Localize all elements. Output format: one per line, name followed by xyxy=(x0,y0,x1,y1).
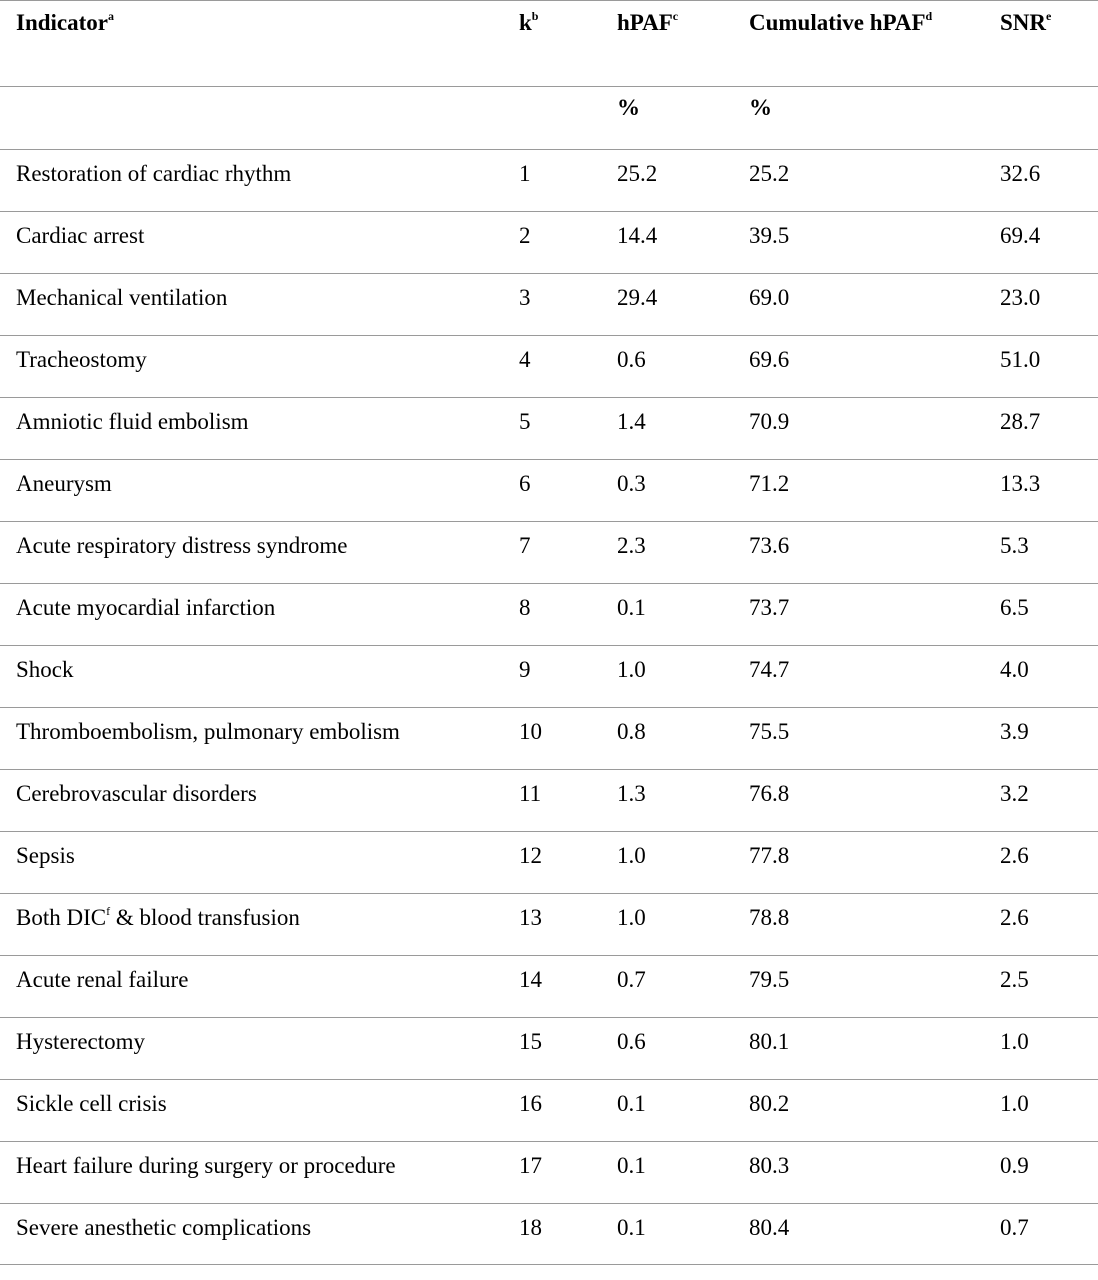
table-row xyxy=(0,273,1098,335)
table-row xyxy=(0,459,1098,521)
table-row xyxy=(0,955,1098,1017)
table-row xyxy=(0,211,1098,273)
table-row xyxy=(0,1203,1098,1265)
cell-k: 18 xyxy=(519,1215,542,1240)
cell-indicator: Shock xyxy=(16,657,74,682)
cell-k: 16 xyxy=(519,1091,542,1116)
cell-hpaf: 1.4 xyxy=(617,409,646,434)
cell-k: 2 xyxy=(519,223,531,248)
cell-hpaf: 29.4 xyxy=(617,285,658,310)
cell-snr: 6.5 xyxy=(1000,595,1029,620)
cell-cumulative-hpaf: 80.1 xyxy=(749,1029,790,1054)
cell-cumulative-hpaf: 79.5 xyxy=(749,967,790,992)
table-row xyxy=(0,1017,1098,1079)
cell-snr: 2.5 xyxy=(1000,967,1029,992)
cell-indicator: Amniotic fluid embolism xyxy=(16,409,249,434)
cell-k: 14 xyxy=(519,967,542,992)
table-row xyxy=(0,583,1098,645)
cell-indicator: Mechanical ventilation xyxy=(16,285,228,310)
cell-snr: 5.3 xyxy=(1000,533,1029,558)
cell-cumulative-hpaf: 77.8 xyxy=(749,843,790,868)
cell-indicator: Acute respiratory distress syndrome xyxy=(16,533,348,558)
cell-snr: 13.3 xyxy=(1000,471,1041,496)
cell-k: 6 xyxy=(519,471,531,496)
table-row xyxy=(0,397,1098,459)
cell-hpaf: 0.8 xyxy=(617,719,646,744)
cell-hpaf: 0.6 xyxy=(617,1029,646,1054)
table-row xyxy=(0,335,1098,397)
cell-hpaf: 0.6 xyxy=(617,347,646,372)
header-k: $k^b$ xyxy=(519,9,539,35)
cell-cumulative-hpaf: 73.7 xyxy=(749,595,790,620)
cell-hpaf: 0.7 xyxy=(617,967,646,992)
cell-snr: 2.6 xyxy=(1000,843,1029,868)
cell-hpaf: 0.1 xyxy=(617,1091,646,1116)
cell-snr: 3.2 xyxy=(1000,781,1029,806)
table-row xyxy=(0,1141,1098,1203)
cell-cumulative-hpaf: 76.8 xyxy=(749,781,790,806)
cell-hpaf: 2.3 xyxy=(617,533,646,558)
table-row xyxy=(0,149,1098,211)
table-row xyxy=(0,645,1098,707)
cell-hpaf: 0.1 xyxy=(617,595,646,620)
cell-cumulative-hpaf: 78.8 xyxy=(749,905,790,930)
cell-snr: 23.0 xyxy=(1000,285,1041,310)
cell-cumulative-hpaf: 39.5 xyxy=(749,223,790,248)
cell-hpaf: 0.1 xyxy=(617,1215,646,1240)
cell-indicator: Acute myocardial infarction xyxy=(16,595,276,620)
cell-k: 13 xyxy=(519,905,542,930)
table-row xyxy=(0,831,1098,893)
cell-k: 17 xyxy=(519,1153,542,1178)
header-indicator: Indicator$^a$ xyxy=(16,9,114,35)
cell-indicator: Acute renal failure xyxy=(16,967,189,992)
cell-cumulative-hpaf: 70.9 xyxy=(749,409,790,434)
unit-cumulative: % xyxy=(749,95,772,120)
cell-cumulative-hpaf: 75.5 xyxy=(749,719,790,744)
header-hpaf: hPAF$^c$ xyxy=(617,9,679,35)
cell-k: 9 xyxy=(519,657,531,682)
cell-cumulative-hpaf: 25.2 xyxy=(749,161,790,186)
cell-cumulative-hpaf: 73.6 xyxy=(749,533,790,558)
cell-indicator: Sickle cell crisis xyxy=(16,1091,167,1116)
cell-hpaf: 14.4 xyxy=(617,223,658,248)
cell-snr: 69.4 xyxy=(1000,223,1041,248)
header-snr: SNR$^e$ xyxy=(1000,9,1052,35)
cell-cumulative-hpaf: 80.3 xyxy=(749,1153,790,1178)
cell-cumulative-hpaf: 71.2 xyxy=(749,471,790,496)
cell-hpaf: 1.0 xyxy=(617,843,646,868)
cell-indicator: Tracheostomy xyxy=(16,347,147,372)
cell-snr: 1.0 xyxy=(1000,1091,1029,1116)
cell-cumulative-hpaf: 69.0 xyxy=(749,285,790,310)
cell-snr: 3.9 xyxy=(1000,719,1029,744)
cell-snr: 4.0 xyxy=(1000,657,1029,682)
cell-hpaf: 1.0 xyxy=(617,905,646,930)
cell-cumulative-hpaf: 80.4 xyxy=(749,1215,790,1240)
cell-cumulative-hpaf: 74.7 xyxy=(749,657,790,682)
cell-k: 7 xyxy=(519,533,531,558)
cell-hpaf: 0.3 xyxy=(617,471,646,496)
table-row xyxy=(0,769,1098,831)
cell-snr: 1.0 xyxy=(1000,1029,1029,1054)
cell-k: 15 xyxy=(519,1029,542,1054)
cell-snr: 51.0 xyxy=(1000,347,1041,372)
cell-k: 5 xyxy=(519,409,531,434)
cell-indicator: Cerebrovascular disorders xyxy=(16,781,257,806)
table-row xyxy=(0,707,1098,769)
table-row xyxy=(0,1079,1098,1141)
header-cumulative-hpaf: Cumulative hPAF$^d$ xyxy=(749,9,933,35)
cell-k: 12 xyxy=(519,843,542,868)
cell-k: 8 xyxy=(519,595,531,620)
cell-snr: 0.7 xyxy=(1000,1215,1029,1240)
cell-k: 4 xyxy=(519,347,531,372)
table-row xyxy=(0,521,1098,583)
table-row xyxy=(0,893,1098,955)
cell-k: 11 xyxy=(519,781,542,806)
cell-snr: 0.9 xyxy=(1000,1153,1029,1178)
unit-hpaf: % xyxy=(617,95,640,120)
cell-indicator: Severe anesthetic complications xyxy=(16,1215,312,1240)
cell-indicator: Sepsis xyxy=(16,843,75,868)
cell-k: 3 xyxy=(519,285,531,310)
cell-hpaf: 25.2 xyxy=(617,161,658,186)
cell-indicator: Hysterectomy xyxy=(16,1029,146,1054)
cell-indicator: Both DIC$^f$ & blood transfusion xyxy=(16,904,300,930)
cell-indicator: Aneurysm xyxy=(16,471,112,496)
cell-snr: 2.6 xyxy=(1000,905,1029,930)
table-header-row xyxy=(0,0,1098,86)
cell-hpaf: 1.0 xyxy=(617,657,646,682)
table-units-row xyxy=(0,86,1098,149)
cell-cumulative-hpaf: 80.2 xyxy=(749,1091,790,1116)
cell-hpaf: 0.1 xyxy=(617,1153,646,1178)
cell-indicator: Restoration of cardiac rhythm xyxy=(16,161,292,186)
cell-indicator: Thromboembolism, pulmonary embolism xyxy=(16,719,400,744)
cell-indicator: Cardiac arrest xyxy=(16,223,145,248)
cell-hpaf: 1.3 xyxy=(617,781,646,806)
cell-snr: 28.7 xyxy=(1000,409,1041,434)
table-body xyxy=(0,149,1098,1265)
cell-k: 1 xyxy=(519,161,531,186)
cell-k: 10 xyxy=(519,719,542,744)
cell-snr: 32.6 xyxy=(1000,161,1041,186)
cell-cumulative-hpaf: 69.6 xyxy=(749,347,790,372)
cell-indicator: Heart failure during surgery or procedure xyxy=(16,1153,396,1178)
